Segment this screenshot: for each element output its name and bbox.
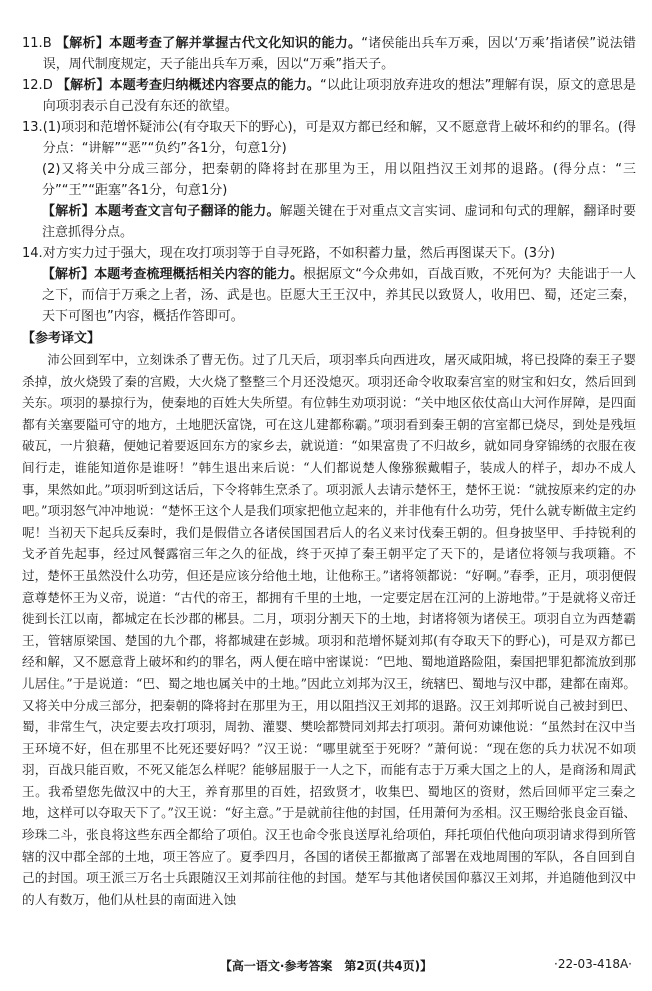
analysis-tag: 【解析】本题考查归纳概述内容要点的能力。 (56, 78, 320, 93)
analysis-tag: 【解析】本题考查梳理概括相关内容的能力。 (42, 267, 303, 282)
analysis-tag: 【解析】本题考查了解并掌握古代文化知识的能力。 (56, 36, 362, 51)
answer-item-11 (22, 33, 636, 75)
analysis-text: 根据原文“今众弗如，百战百败，不死何为？夫能诎于一人之下，而信于万乘之上者，汤、武是也。臣愿大王王汉中，养其民以致贤人，收用巴、蜀，还定三秦，天下可图也”内容，概括作答即可。 (42, 267, 636, 324)
answer-item-12 (22, 75, 636, 117)
analysis-block-14 (22, 264, 636, 327)
answer-line: 对方实力过于强大，现在攻打项羽等于自寻死路，不如积蓄力量，然后再图谋天下。(3分) (42, 246, 556, 261)
translation-title: 【参考译文】 (22, 331, 101, 346)
answer-letter: B (42, 36, 52, 51)
answer-section (22, 33, 636, 327)
answer-sub-1: (1)项羽和范增怀疑沛公(有夺取天下的野心)，可是双方都已经和解，又不愿意背上破坏和约的罪名。(得分点：“讲解”“恶”“负约”各1分，句意1分) (42, 120, 636, 156)
question-number: 12. (22, 78, 43, 93)
answer-item-13 (22, 117, 636, 159)
answer-letter: D (42, 78, 53, 93)
translation-text: 沛公回到军中，立刻诛杀了曹无伤。过了几天后，项羽率兵向西进攻，屠灭咸阳城，将已投降的秦王子婴杀掉，放火烧毁了秦的宫殿，大火烧了整整三个月还没熄灭。项羽还命令收取秦宫室的财宝和妇女，然后回到关东。项羽的暴掠行为，使秦地的百姓大失所望。有位韩生劝项羽说：“关中地区依仗高山大河作屏障，是四面都有关塞要隘可守的地方，土地肥沃富饶，可在这儿建都称霸。”项羽看到秦王朝的宫室都已烧尽，到处是残垣破瓦，一片狼藉，便她记着要返回东方的家乡去，就说道：“如果富贵了不归故乡，就如同身穿锦绣的衣服在夜间行走，谁能知道你是谁呀！”韩生退出来后说：“人们都说楚人像猕猴戴帽子，装成人的样子，却办不成人事，果然如此。”项羽听到这话后，下令将韩生烹杀了。项羽派人去请示楚怀王，楚怀王说：“就按原来约定的办吧。”项羽怒气冲冲地说：“楚怀王这个人是我们项家把他立起来的，并非他有什么功劳，凭什么就专断做主定约呢！当初天下起兵反秦时，我们是假借立各诸侯国国君后人的名义来讨伐秦王朝的。但身披坚甲、手持锐利的戈矛首先起事，经过风餐露宿三年之久的征战，终于灭掉了秦王朝平定了天下的，是诸位将领与我项籍。不过，楚怀王虽然没什么功劳，但还是应该分给他土地，让他称王。”诸将领都说：“好啊。”春季，正月，项羽便假意尊楚怀王为义帝，说道：“古代的帝王，都拥有千里的土地，一定要定居在江河的上游地带。”于是就将义帝迁徙到长江以南，都城定在长沙郡的郴县。二月，项羽分割天下的土地，封诸将领为诸侯王。项羽自立为西楚霸王，管辖原梁国、楚国的九个郡，将都城建在彭城。项羽和范增怀疑刘邦(有夺取天下的野心)，可是双方都已经和解，又不愿意背上破坏和约的罪名，两人便在暗中密谋说：“巴地、蜀地道路险阻，秦国把罪犯都流放到那儿居住。”于是说道：“巴、蜀之地也属关中的土地。”因此立刘邦为汉王，统辖巴、蜀地与汉中郡，建都在南郑。又将关中分成三部分，把秦朝的降将封在那里为王，用以阻挡汉王刘邦的退路。汉王刘邦听说自己被封到巴、蜀，非常生气，决定要去攻打项羽，周勃、灌婴、樊哙都赞同刘邦去打项羽。萧何劝谏他说：“虽然封在汉中当王环境不好，但在那里不比死还要好吗？”汉王说：“哪里就至于死呀？”萧何说：“现在您的兵力状况不如项羽，百战只能百败，不死又能怎么样呢？能够屈服于一人之下，而能有志于万乘大国之上的人，是商汤和周武王。我希望您先做汉中的大王，养育那里的百姓，招致贤才，收集巴、蜀地区的资财，然后回师平定三秦之地，这样可以夺取天下了。”汉王说：“好主意。”于是就前往他的封国，任用萧何为丞相。汉王赐给张良金百镒、珍珠二斗，张良将这些东西全都给了项伯。汉王也命令张良送厚礼给项伯，拜托项伯代他向项羽请求得到所管辖的汉中郡全部的土地，项王答应了。夏季四月，各国的诸侯王都撤离了部署在戏地周围的军队，各自回到自己的封国。项王派三万名士兵跟随汉王刘邦前往他的封国。楚军与其他诸侯国仰慕汉王刘邦，并追随他到汉中的人有数万，他们从杜县的南面进入蚀 (22, 352, 636, 907)
page-footer (0, 957, 652, 977)
answer-sub-2: (2)又将关中分成三部分，把秦朝的降将封在那里为王，用以阻挡汉王刘邦的退路。(得分点：“三分”“王”“距塞”各1分，句意1分) (42, 162, 636, 198)
analysis-tag: 【解析】本题考查文言句子翻译的能力。 (42, 204, 280, 219)
analysis-text: “诸侯能出兵车万乘，因以‘万乘’指诸侯”说法错误，周代制度规定，天子能出兵车万乘，因以“万乘”指天子。 (42, 36, 636, 72)
question-number: 13. (22, 120, 43, 135)
footer-code: ·22-03-418A· (554, 957, 632, 971)
analysis-block-13 (22, 201, 636, 243)
question-number: 11. (22, 36, 43, 51)
analysis-text: 解题关键在于对重点文言实词、虚词和句式的理解，翻译时要注意抓得分点。 (42, 204, 636, 240)
analysis-text: “以此让项羽放弃进攻的想法”理解有误，原文的意思是向项羽表示自己没有东还的欲望。 (42, 78, 636, 114)
answer-item-14 (22, 243, 636, 264)
footer-center: 【高一语文·参考答案 第2页(共4页)】 (219, 959, 433, 973)
question-number: 14. (22, 246, 43, 261)
